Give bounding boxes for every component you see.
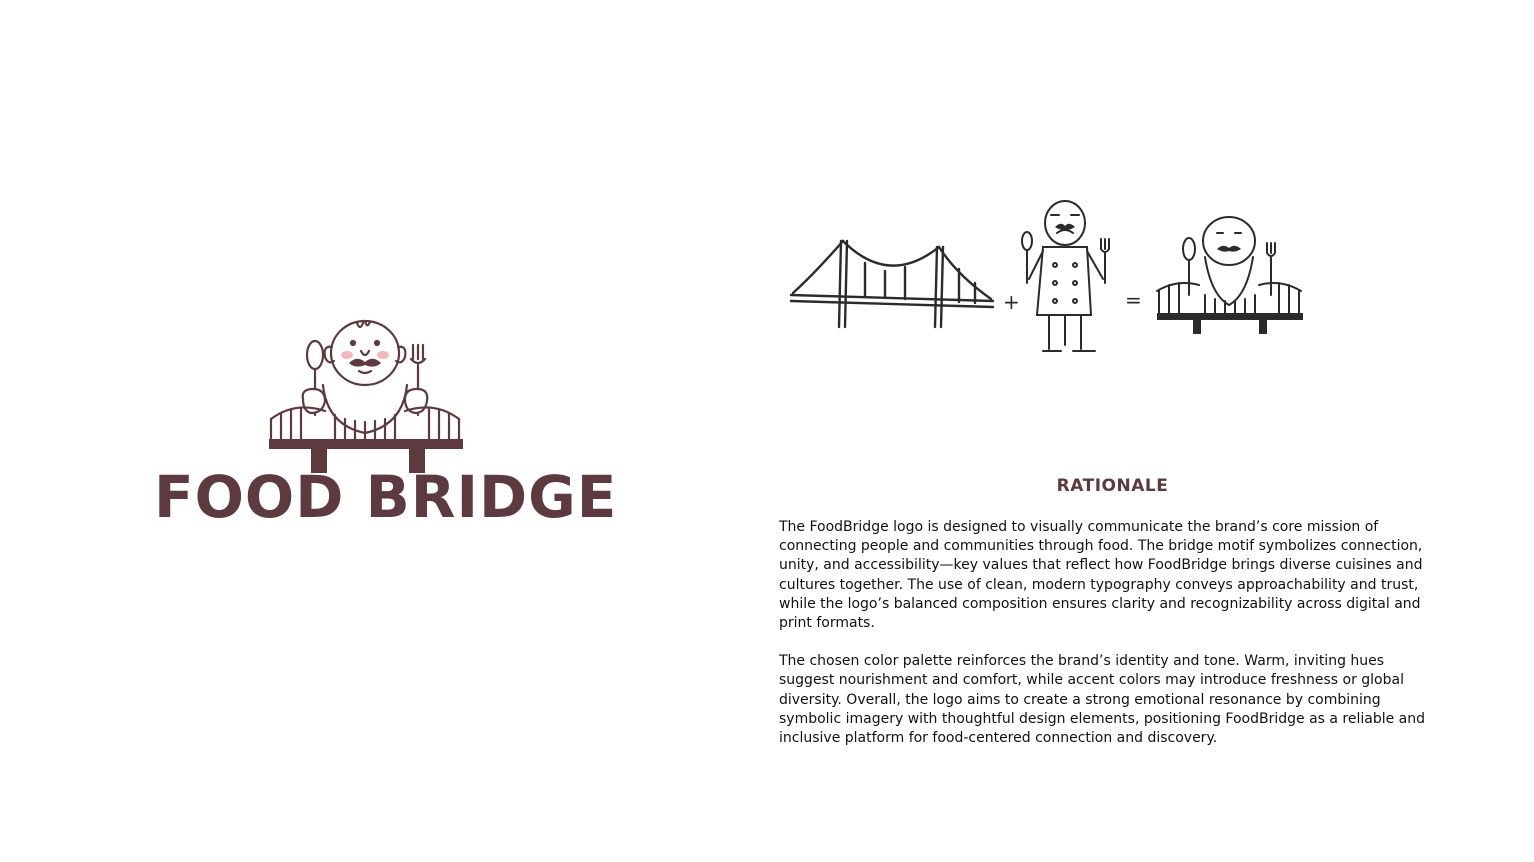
rationale-body	[779, 518, 1439, 767]
logo-concept-sketch	[785, 145, 1315, 365]
food-bridge-logo	[150, 315, 618, 545]
plus-sign: +	[1003, 290, 1020, 314]
combined-sketch-icon	[1157, 217, 1301, 313]
rationale-heading: RATIONALE	[1056, 476, 1169, 496]
combined-bridge-pillar-right	[1259, 320, 1267, 334]
combined-mustache-icon	[1217, 246, 1241, 252]
combined-bridge-pillar-left	[1193, 320, 1201, 334]
combined-bridge-deck	[1157, 313, 1303, 320]
chef-sketch-icon	[1022, 201, 1109, 351]
rationale-paragraph-2: The chosen color palette reinforces the brand’s identity and tone. Warm, inviting hues suggest nourishment and comfort, while accent colors may introduce freshness or global diversity. Overall, the logo aims to create a strong emotional resonance by combining symbolic imagery with thoughtful design elements, positioning FoodBridge as a reliable and inclusive platform for food-centered connection and discovery.	[779, 653, 1426, 747]
chef-on-bridge-icon	[265, 315, 465, 475]
bridge-sketch-icon	[791, 241, 993, 327]
rationale-paragraph-1: The FoodBridge logo is designed to visually communicate the brand’s core mission of connecting people and communities through food. The bridge motif symbolizes connection, unity, and accessibility—key values that reflect how FoodBridge brings diverse cuisines and cultures together. The use of clean, modern typography conveys approachability and trust, while the logo’s balanced composition ensures clarity and recognizability across digital and print formats.	[779, 519, 1423, 632]
equals-sign: =	[1125, 288, 1142, 312]
chef-mustache-icon	[1055, 224, 1075, 230]
logo-wordmark: FOOD BRIDGE	[154, 463, 618, 531]
